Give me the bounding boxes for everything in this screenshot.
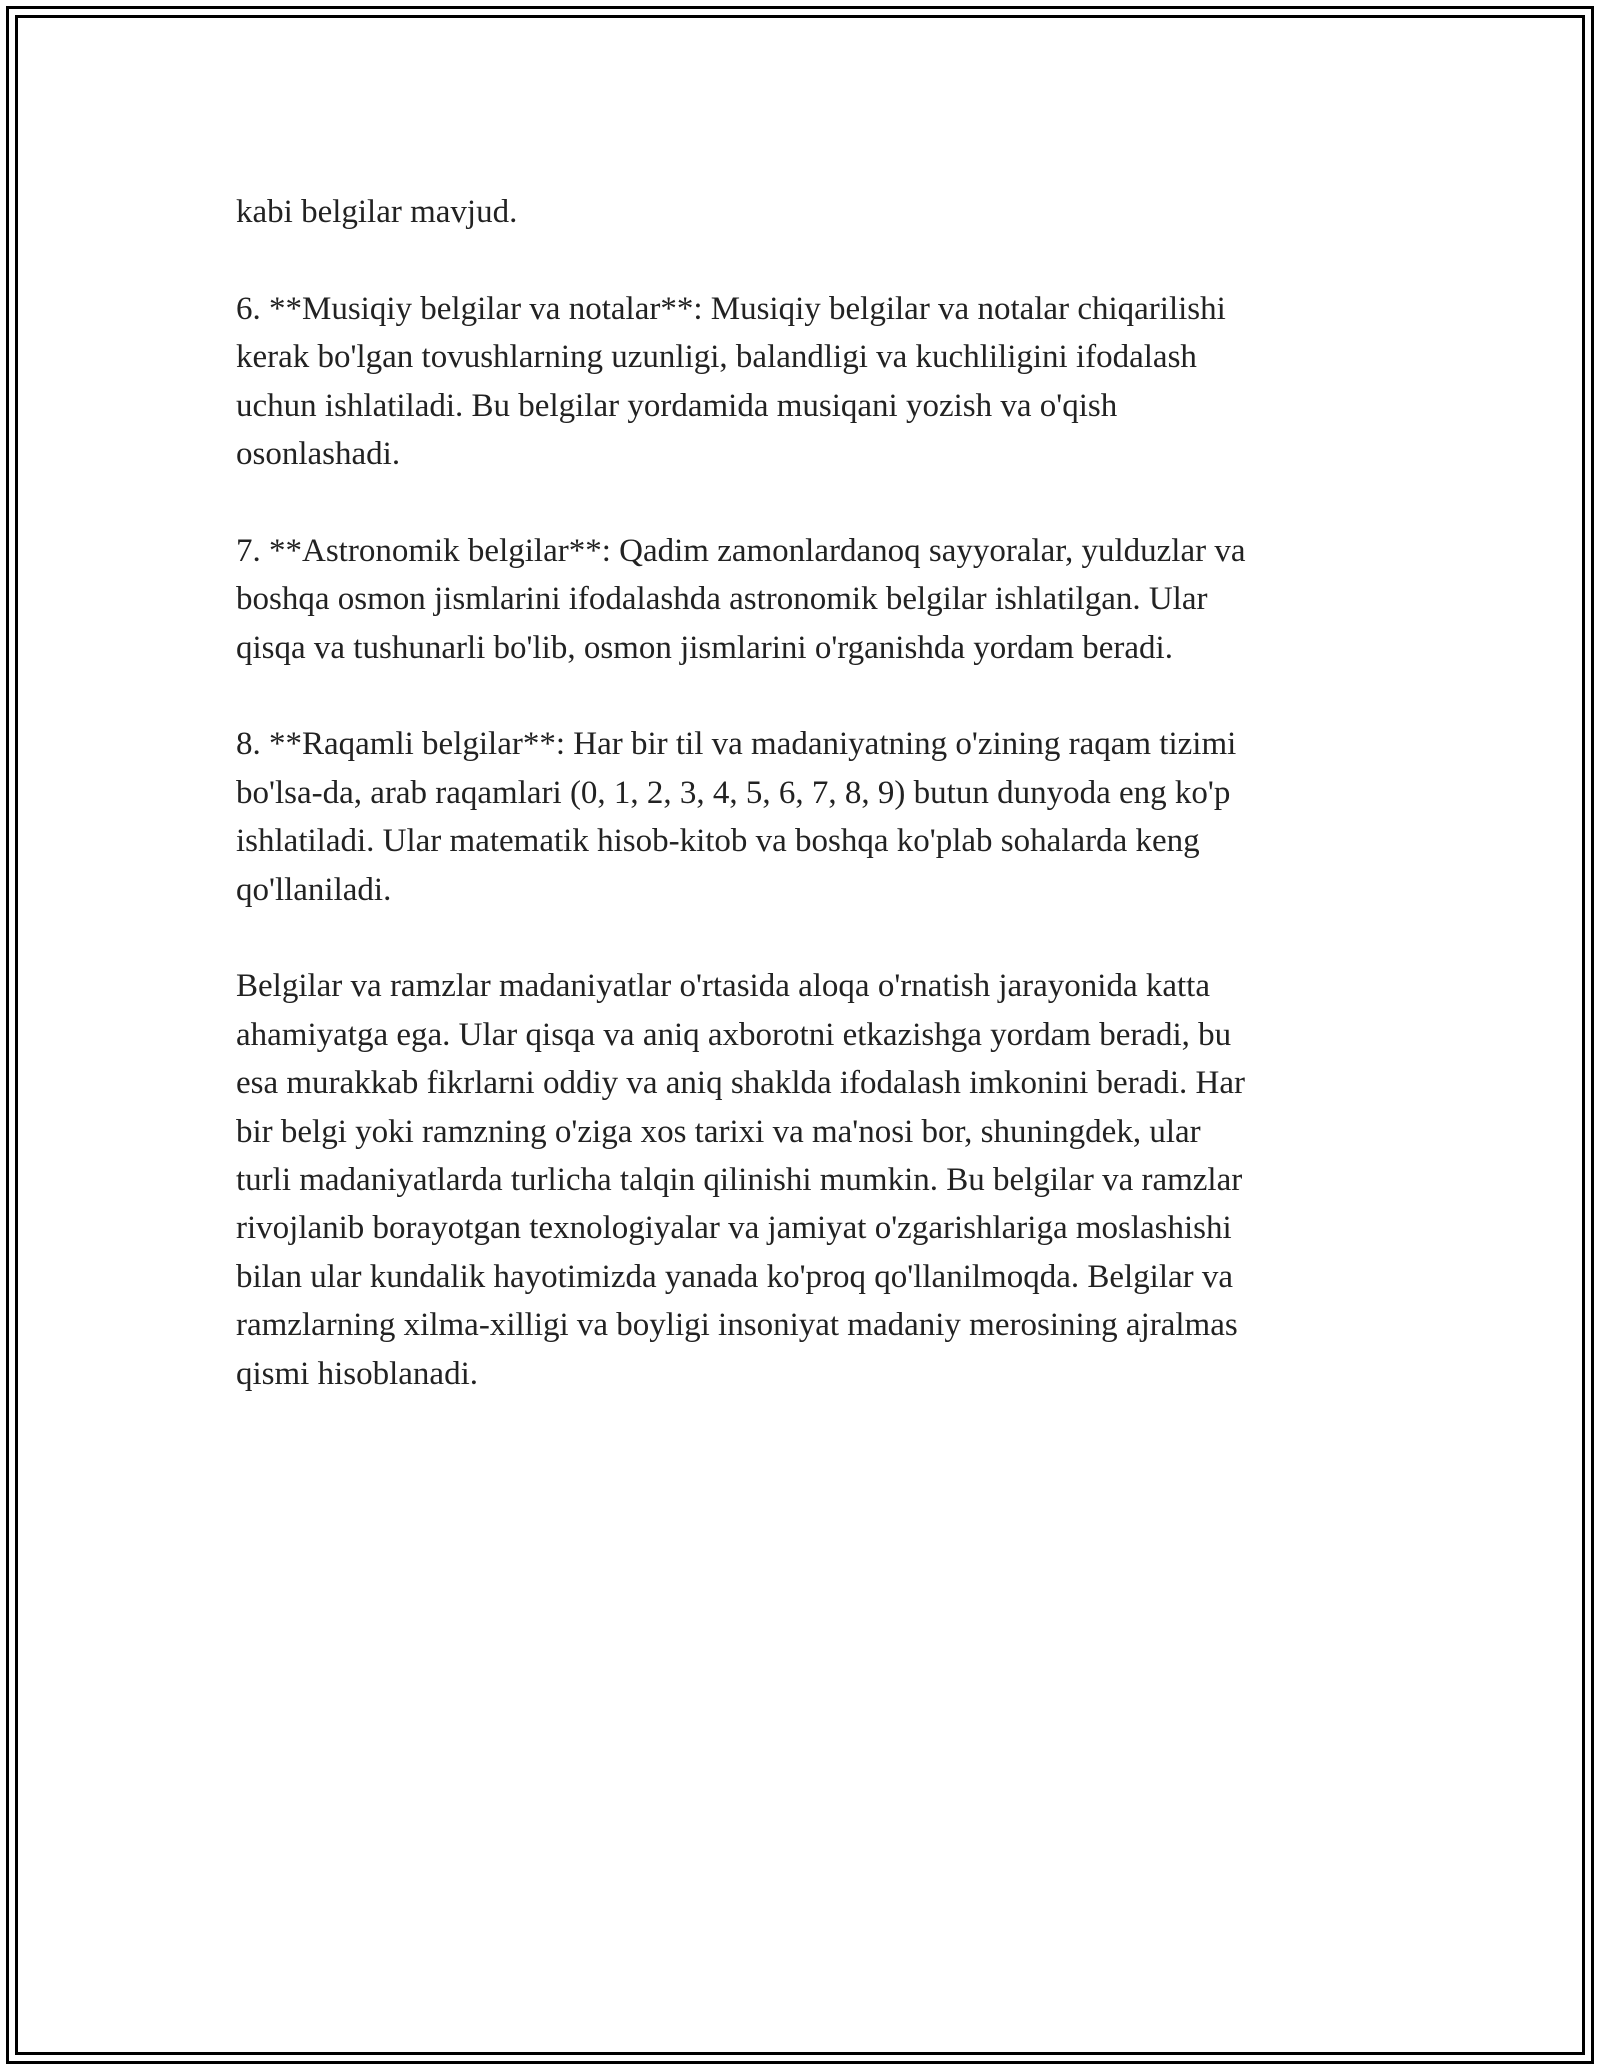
paragraph-numeric-symbols: 8. **Raqamli belgilar**: Har bir til va madaniyatning o'zining raqam tizimi bo'lsa-da, arab raqamlari (0, 1, 2, 3, 4, 5, 6, 7, 8, 9) butun dunyoda eng ko'p ishlatiladi. Ular matematik hisob-kitob va boshqa ko'plab sohalarda keng qo'llaniladi.: [236, 726, 1237, 908]
paragraph-intro-fragment: kabi belgilar mavjud.: [236, 194, 518, 230]
paragraph-conclusion: Belgilar va ramzlar madaniyatlar o'rtasida aloqa o'rnatish jarayonida katta ahamiyatga ega. Ular qisqa va aniq axborotni etkazishga yordam beradi, bu esa murakkab fikrlarni oddiy va aniq shakldа ifodalash imkonini beradi. Har bir belgi yoki ramzning o'ziga xos tarixi va ma'nosi bor, shuningdek, ular turli madaniyatlarda turlicha talqin qilinishi mumkin. Bu belgilar va ramzlar rivojlanib borayotgan texnologiyalar va jamiyat o'zgarishlariga moslashishi bilan ular kundalik hayotimizda yanada ko'proq qo'llanilmoqda. Belgilar va ramzlarning xilma-xilligi va boyligi insoniyat madaniy merosining ajralmas qismi hisoblanadi.: [236, 968, 1245, 1392]
paragraph-astronomical-symbols: 7. **Astronomik belgilar**: Qadim zamonlardanoq sayyoralar, yulduzlar va boshqa osmon jismlarini ifodalashda astronomik belgilar ishlatilgan. Ular qisqa va tushunarli bo'lib, osmon jismlarini o'rganishda yordam beradi.: [236, 532, 1246, 666]
document-body: [236, 188, 1376, 1446]
paragraph-musical-symbols: 6. **Musiqiy belgilar va notalar**: Musiqiy belgilar va notalar chiqarilishi kerak bo'lgan tovushlarning uzunligi, balandligi va kuchliligini ifodalash uchun ishlatiladi. Bu belgilar yordamida musiqani yozish va o'qish osonlashadi.: [236, 290, 1226, 473]
